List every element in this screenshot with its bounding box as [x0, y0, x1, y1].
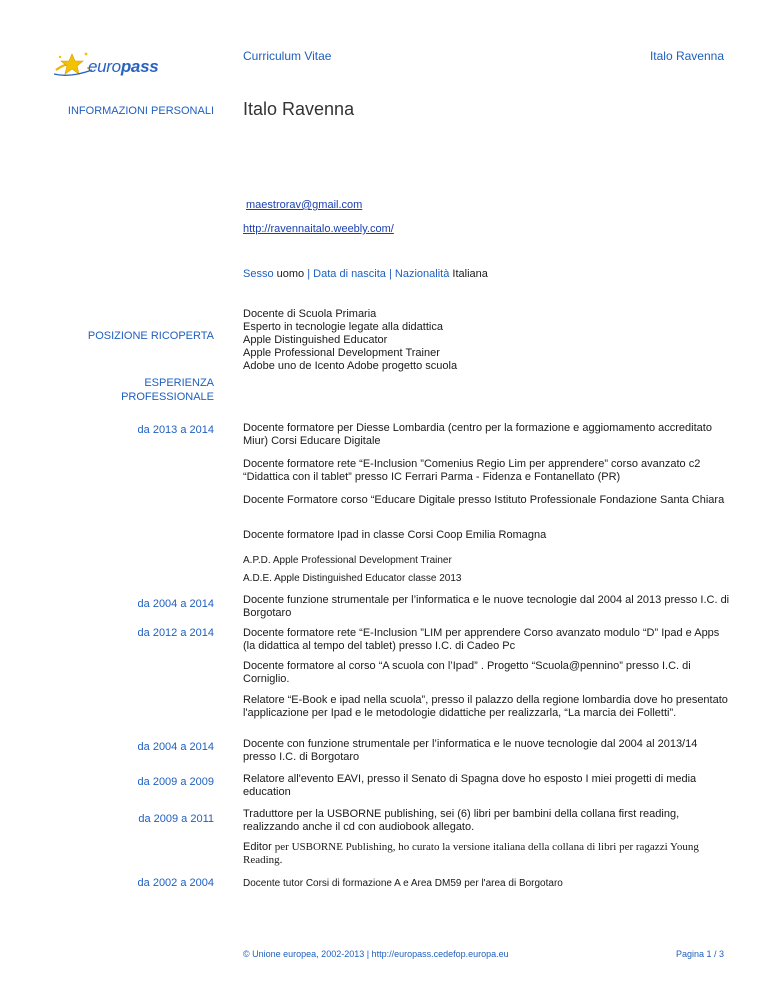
section-informazioni-personali: INFORMAZIONI PERSONALI [67, 105, 214, 117]
entry-text: Docente Formatore corso “Educare Digitale presso Istituto Professionale Fondazione Santa Chiara [243, 494, 725, 506]
entry-text: A.P.D. Apple Professional Development Trainer [243, 555, 452, 566]
email-icon [236, 201, 242, 211]
position-list [243, 308, 733, 373]
entry-text: Docente funzione strumentale per l’informatica e le nuove tecnologie dal 2004 al 2013 presso I.C. di Borgotaro [243, 594, 730, 619]
position-line: Apple Distinguished Educator [243, 334, 388, 346]
email-link[interactable]: maestrorav@gmail.com [246, 199, 363, 211]
entry-text: Docente formatore rete “E-Inclusion ”LIM per apprendere Corso avanzato modulo “D” Ipad e Apps (la didattica al tempo del tablet) presso I.C. di Cadeo Pc [243, 627, 720, 652]
entry-text: Traduttore per la USBORNE publishing, sei (6) libri per bambini della collana first reading, realizzando anche il cd con audiobook allegato. [243, 808, 680, 833]
entry-text: A.D.E. Apple Distinguished Educator classe 2013 [243, 573, 462, 584]
entry-text [243, 841, 733, 867]
entry-text-editor-detail: per USBORNE Publishing, ho curato la versione italiana della collana di libri per ragazzi Young Reading. [243, 841, 699, 866]
entry-text-editor: Editor [243, 841, 275, 853]
section-esperienza-professionale [121, 376, 214, 404]
entry-text: Relatore “E-Book e ipad nella scuola”, presso il palazzo della regione lombardia dove ho presentato l'applicazione per Ipad e le metodologie didattiche per realizzarla, “La marcia dei Folletti”. [243, 694, 728, 719]
entry-text: Relatore all'evento EAVI, presso il Senato di Spagna dove ho esposto I miei progetti di media education [243, 773, 697, 798]
entry-date: da 2013 a 2014 [137, 424, 214, 436]
sesso-value: uomo [276, 268, 305, 280]
header-name: Italo Ravenna [649, 49, 724, 63]
nascita-label: Data di nascita [313, 268, 386, 280]
sesso-label: Sesso [243, 268, 274, 280]
footer-page-number: Pagina 1 / 3 [675, 949, 724, 959]
logo-text-pass: pass [120, 57, 159, 76]
entry-date: da 2012 a 2014 [137, 627, 214, 639]
position-line: Esperto in tecnologie legate alla didattica [243, 321, 443, 333]
entry-date: da 2004 a 2014 [137, 741, 214, 753]
position-line: Docente di Scuola Primaria [243, 308, 377, 320]
entry-text: Docente con funzione strumentale per l’informatica e le nuove tecnologie dal 2004 al 2013/14 presso I.C. di Borgotaro [243, 738, 698, 763]
personal-details [243, 268, 488, 280]
section-posizione-ricoperta: POSIZIONE RICOPERTA [87, 330, 214, 342]
logo-text-euro: euro [88, 57, 121, 76]
europass-logo [52, 48, 162, 82]
entry-text: Docente formatore Ipad in classe Corsi Coop Emilia Romagna [243, 529, 547, 541]
entry-text: Docente formatore rete “E-Inclusion ”Comenius Regio Lim per apprendere” corso avanzato c2 “Didattica con il tablet” presso IC Ferrari Parma - Fidenza e Fontanellato (PR) [243, 458, 701, 483]
footer-copyright: © Unione europea, 2002-2013 | http://europass.cedefop.europa.eu [243, 949, 509, 959]
person-name: Italo Ravenna [243, 99, 355, 119]
nazionalita-label: Nazionalità [394, 268, 450, 280]
entry-date: da 2002 a 2004 [137, 877, 214, 889]
separator: | [388, 268, 392, 280]
section-label-line: ESPERIENZA [144, 377, 214, 389]
entry-text: Docente formatore per Diesse Lombardia (centro per la formazione e aggiomamento accreditato Miur) Corsi Educare Digitale [243, 422, 712, 447]
entry-date: da 2009 a 2009 [137, 776, 214, 788]
entry-text: Docente tutor Corsi di formazione A e Area DM59 per l'area di Borgotaro [243, 878, 563, 889]
separator: | [307, 268, 311, 280]
nazionalita-value: Italiana [452, 268, 488, 280]
cv-label: Curriculum Vitae [243, 49, 332, 63]
website-link[interactable]: http://ravennaitalo.weebly.com/ [243, 223, 394, 235]
position-line: Apple Professional Development Trainer [243, 347, 440, 359]
entry-date: da 2009 a 2011 [138, 813, 214, 825]
entry-date: da 2004 a 2014 [137, 598, 214, 610]
position-line: Adobe uno de Icento Adobe progetto scuola [243, 360, 458, 372]
entry-text: Docente formatore al corso “A scuola con l’Ipad” . Progetto “Scuola@pennino” presso I.C. di Corniglio. [243, 660, 691, 685]
section-label-line: PROFESSIONALE [121, 391, 214, 403]
